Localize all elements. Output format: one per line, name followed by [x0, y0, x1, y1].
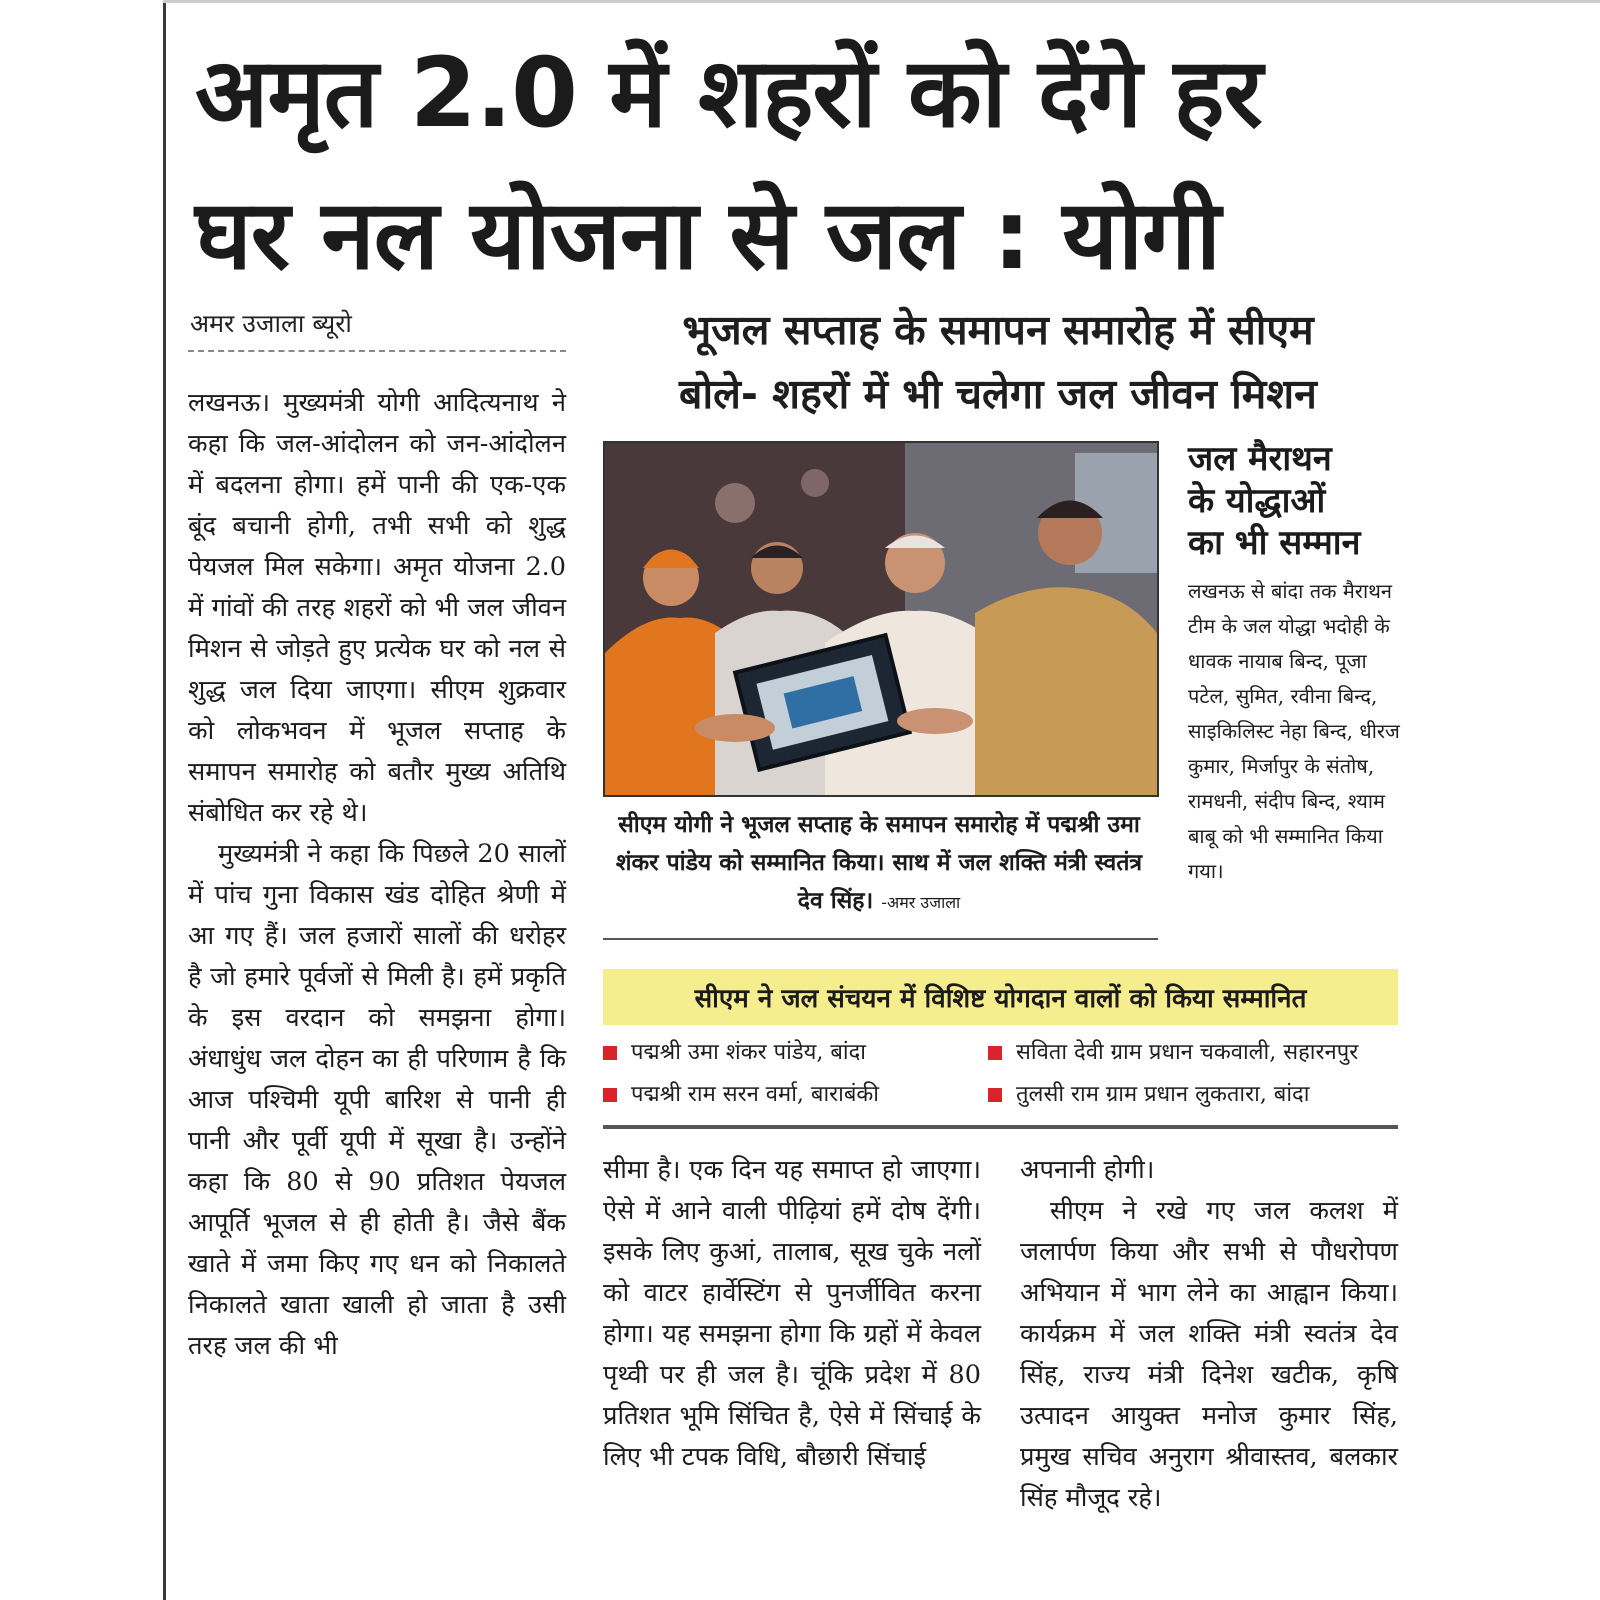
honoree-text: पद्मश्री उमा शंकर पांडेय, बांदा	[631, 1040, 866, 1065]
subheadline-line-2: बोले- शहरों में भी चलेगा जल जीवन मिशन	[679, 370, 1317, 418]
photo-caption	[603, 806, 1155, 922]
article-paragraph-5: सीएम ने रखे गए जल कलश में जलार्पण किया और सभी से पौधरोपण अभियान में भाग लेने का आह्वान किया। कार्यक्रम में जल शक्ति मंत्री स्वतंत्र देव सिंह, राज्य मंत्री दिनेश खटीक, कृषि उत्पादन आयुक्त मनोज कुमार सिंह, प्रमुख सचिव अनुराग श्रीवास्तव, बलकार सिंह मौजूद रहे।	[1020, 1196, 1398, 1513]
article-paragraph-3: सीमा है। एक दिन यह समाप्त हो जाएगा। ऐसे में आने वाली पीढ़ियां हमें दोष देंगी। इसके लिए कुआं, तालाब, सूख चुके नलों को वाटर हार्वेस्टिंग से पुनर्जीवित करना होगा। यह समझना होगा कि ग्रहों में केवल पृथ्वी पर ही जल है। चूंकि प्रदेश में 80 प्रतिशत भूमि सिंचित है, ऐसे में सिंचाई के लिए भी टपक विधि, बौछारी सिंचाई	[603, 1155, 981, 1472]
honoree-text: पद्मश्री राम सरन वर्मा, बाराबंकी	[631, 1082, 879, 1107]
page-margin-rule	[163, 0, 166, 1600]
honors-box-title-band	[603, 969, 1398, 1025]
honoree-item	[988, 1033, 1403, 1073]
page-top-rule	[163, 0, 1600, 3]
sidebar-title-line-3: का भी सम्मान	[1188, 523, 1361, 563]
honoree-item	[603, 1033, 988, 1073]
honors-box-title: सीएम ने जल संचयन में विशिष्ट योगदान वालों को किया सम्मानित	[694, 984, 1307, 1014]
headline-line-2: घर नल योजना से जल : योगी	[195, 179, 1220, 291]
byline-divider	[188, 350, 566, 352]
subheadline	[603, 298, 1393, 426]
honoree-item	[603, 1075, 988, 1115]
square-bullet-icon	[603, 1088, 617, 1102]
article-paragraph-4: अपनानी होगी।	[1020, 1155, 1155, 1185]
headline-line-1: अमृत 2.0 में शहरों को देंगे हर	[195, 37, 1262, 149]
photo-caption-text: सीएम योगी ने भूजल सप्ताह के समापन समारोह में पद्मश्री उमा शंकर पांडेय को सम्मानित किया। साथ में जल शक्ति मंत्री स्वतंत्र देव सिंह।	[615, 812, 1143, 914]
square-bullet-icon	[988, 1046, 1002, 1060]
sidebar-text: लखनऊ से बांदा तक मैराथन टीम के जल योद्धा भदोही के धावक नायाब बिन्द, पूजा पटेल, सुमित, रवीना बिन्द, साइकिलिस्ट नेहा बिन्द, धीरज कुमार, मिर्जापुर के संतोष, रामधनी, संदीप बिन्द, श्याम बाबू को भी सम्मानित किया गया।	[1188, 579, 1400, 883]
headline	[195, 22, 1455, 306]
honoree-text: तुलसी राम ग्राम प्रधान लुकतारा, बांदा	[1016, 1082, 1310, 1107]
article-paragraph-1: लखनऊ। मुख्यमंत्री योगी आदित्यनाथ ने कहा कि जल-आंदोलन को जन-आंदोलन में बदलना होगा। हमें पानी की एक-एक बूंद बचानी होगी, तभी सभी को शुद्ध पेयजल मिल सकेगा। अमृत योजना 2.0 में गांवों की तरह शहरों को भी जल जीवन मिशन से जोड़ते हुए प्रत्येक घर को नल से शुद्ध जल दिया जाएगा। सीएम शुक्रवार को लोकभवन में भूजल सप्ताह के समापन समारोह को बतौर मुख्य अतिथि संबोधित कर रहे थे।	[188, 388, 566, 828]
sidebar-title-line-1: जल मैराथन	[1188, 439, 1332, 479]
caption-divider	[603, 938, 1158, 940]
honors-list	[603, 1033, 1403, 1115]
sidebar-title	[1188, 438, 1403, 564]
article-column-3	[1020, 1150, 1398, 1519]
article-paragraph-2: मुख्यमंत्री ने कहा कि पिछले 20 सालों में पांच गुना विकास खंड दोहित श्रेणी में आ गए हैं। जल हजारों सालों की धरोहर है जो हमारे पूर्वजों से मिली है। हमें प्रकृति के इस वरदान को समझना होगा। अंधाधुंध जल दोहन का ही परिणाम है कि आज पश्चिमी यूपी बारिश से पानी ही पानी और पूर्वी यूपी में सूखा है। उन्होंने कहा कि 80 से 90 प्रतिशत पेयजल आपूर्ति भूजल से ही होती है। जैसे बैंक खाते में जमा किए गए धन को निकालते निकालते खाता खाली हो जाता है उसी तरह जल की भी	[188, 839, 566, 1361]
byline: अमर उजाला ब्यूरो	[190, 309, 352, 338]
photo-credit: -अमर उजाला	[881, 893, 961, 912]
honors-box-bottom-rule	[603, 1125, 1398, 1129]
square-bullet-icon	[603, 1046, 617, 1060]
photo-illustration	[605, 443, 1157, 795]
sidebar-box	[1188, 438, 1403, 889]
news-photo	[603, 441, 1159, 797]
honoree-item	[988, 1075, 1403, 1115]
square-bullet-icon	[988, 1088, 1002, 1102]
article-column-1	[188, 383, 566, 1367]
honoree-text: सविता देवी ग्राम प्रधान चकवाली, सहारनपुर	[1016, 1040, 1359, 1065]
sidebar-title-line-2: के योद्धाओं	[1188, 481, 1326, 521]
subheadline-line-1: भूजल सप्ताह के समापन समारोह में सीएम	[682, 306, 1314, 354]
article-column-2	[603, 1150, 981, 1478]
